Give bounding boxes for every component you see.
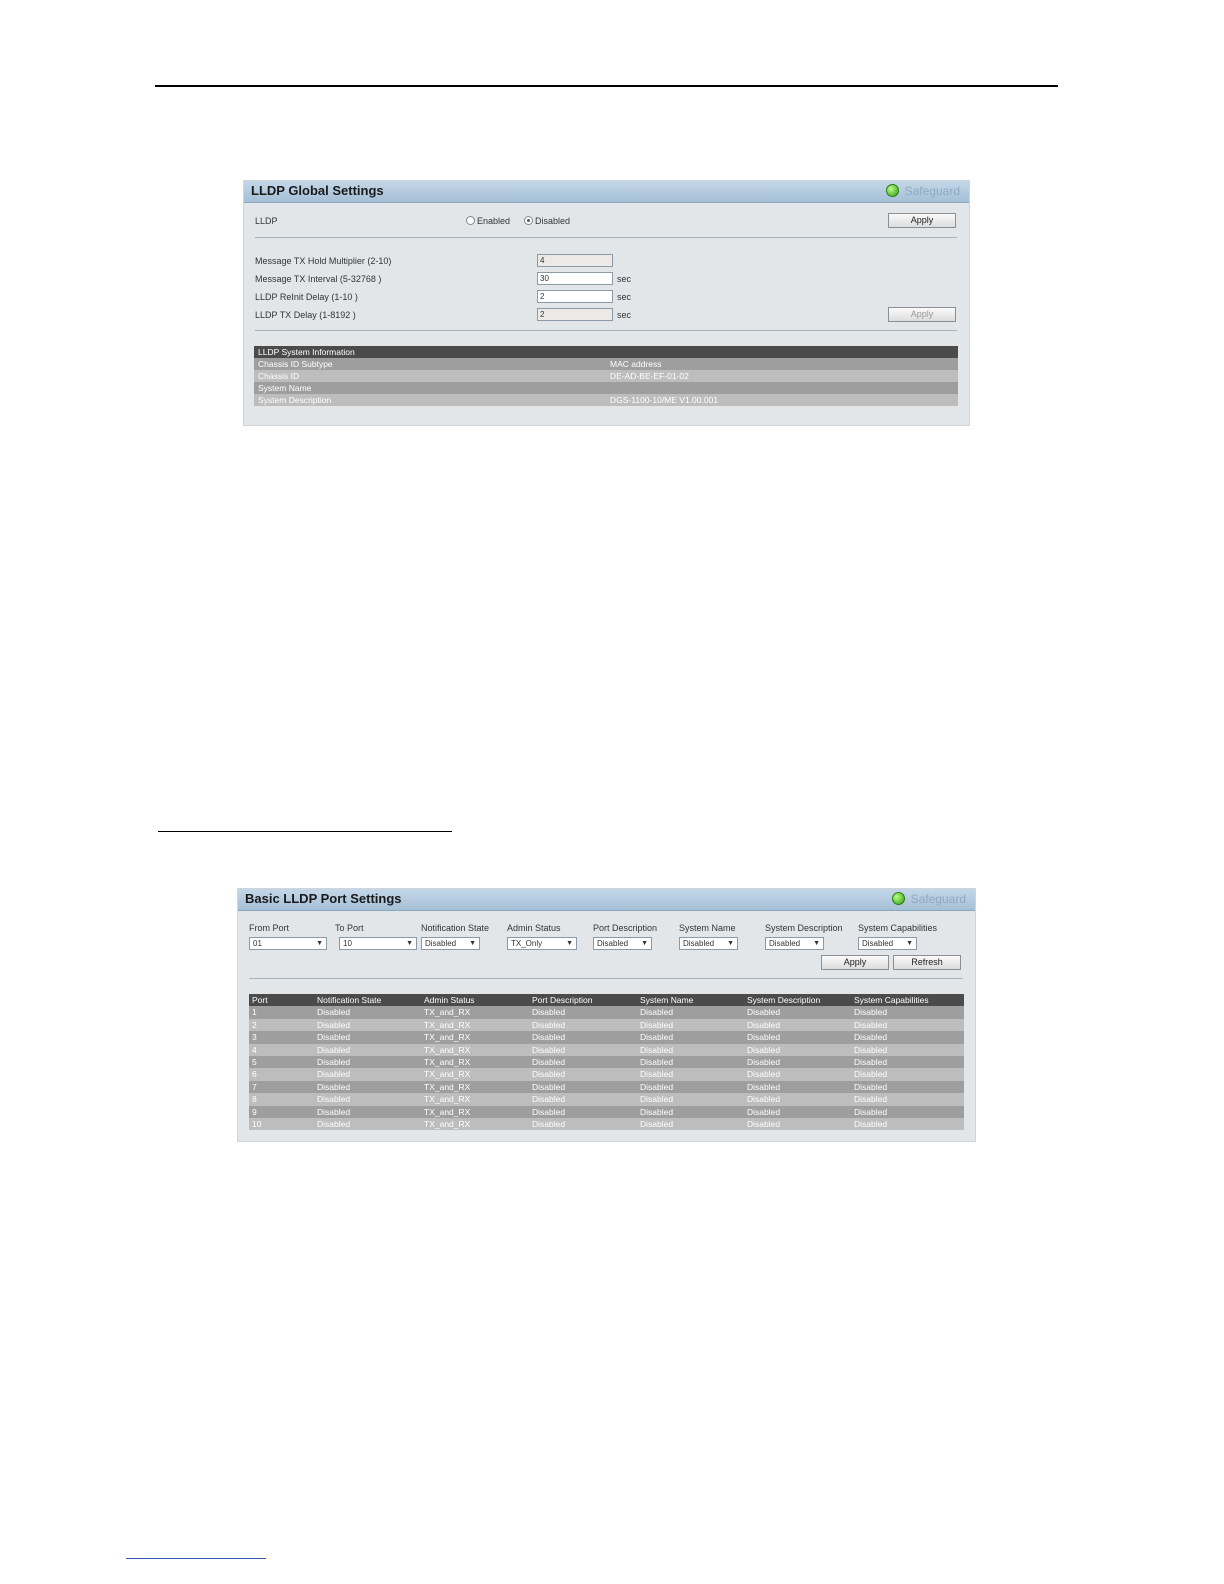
column-header: Notification State [317, 995, 382, 1005]
admin-status-select[interactable] [507, 937, 577, 950]
cell: Disabled [854, 1106, 888, 1117]
select-value: TX_Only [511, 939, 543, 948]
system-description-select[interactable] [765, 937, 824, 950]
lldp-label: LLDP [255, 216, 278, 226]
column-header: Port [252, 995, 268, 1005]
dropdown-arrow-icon: ▼ [727, 940, 734, 947]
cell: Disabled [747, 1069, 781, 1080]
tx-hold-multiplier-label: Message TX Hold Multiplier (2-10) [255, 256, 392, 266]
cell-port: 6 [252, 1069, 257, 1080]
cell: TX_and_RX [424, 1019, 471, 1030]
cell: TX_and_RX [424, 1094, 471, 1105]
table-row [254, 394, 958, 406]
cell: TX_and_RX [424, 1044, 471, 1055]
dropdown-arrow-icon: ▼ [813, 940, 820, 947]
cell: Disabled [532, 1056, 566, 1067]
info-value: DE-AD-BE-EF-01-02 [610, 371, 689, 381]
cell: Disabled [532, 1094, 566, 1105]
safeguard-indicator [892, 892, 966, 906]
system-description-label: System Description [765, 923, 843, 933]
cell-port: 7 [252, 1081, 257, 1092]
divider [255, 330, 957, 331]
cell: Disabled [854, 1044, 888, 1055]
cell: Disabled [640, 1069, 674, 1080]
cell: Disabled [854, 1007, 888, 1018]
dropdown-arrow-icon: ▼ [469, 940, 476, 947]
safeguard-status-icon [886, 184, 899, 197]
cell: Disabled [854, 1056, 888, 1067]
timers-apply-button[interactable]: Apply [888, 307, 956, 322]
cell: Disabled [640, 1019, 674, 1030]
cell: Disabled [532, 1081, 566, 1092]
tx-hold-multiplier-input[interactable]: 4 [537, 254, 613, 267]
select-value: Disabled [769, 939, 801, 948]
reinit-delay-unit: sec [617, 292, 632, 302]
dropdown-arrow-icon: ▼ [316, 940, 323, 947]
table-header [249, 994, 964, 1006]
cell-port: 4 [252, 1044, 257, 1055]
system-name-label: System Name [679, 923, 736, 933]
cell: TX_and_RX [424, 1081, 471, 1092]
cell-port: 5 [252, 1056, 257, 1067]
column-header: Admin Status [424, 995, 475, 1005]
radio-icon [466, 216, 475, 225]
panel-header [238, 889, 975, 911]
cell: Disabled [640, 1094, 674, 1105]
cell: Disabled [854, 1118, 888, 1129]
panel-header [244, 181, 969, 203]
cell: TX_and_RX [424, 1069, 471, 1080]
cell: TX_and_RX [424, 1007, 471, 1018]
lldp-disabled-radio[interactable] [524, 216, 570, 226]
cell: TX_and_RX [424, 1056, 471, 1067]
cell: TX_and_RX [424, 1118, 471, 1129]
cell: Disabled [854, 1019, 888, 1030]
table-header [254, 346, 958, 358]
lldp-global-settings-panel [243, 180, 970, 426]
divider [255, 237, 957, 238]
lldp-enabled-radio[interactable] [466, 216, 510, 226]
table-row [249, 1006, 964, 1018]
column-header: System Description [747, 995, 821, 1005]
to-port-select[interactable] [339, 937, 417, 950]
lldp-system-info-table [254, 346, 958, 406]
table-row [254, 370, 958, 382]
tx-delay-input[interactable]: 2 [537, 308, 613, 321]
table-row [249, 1019, 964, 1031]
table-row [249, 1081, 964, 1093]
info-key: Chassis ID [258, 371, 300, 381]
cell: TX_and_RX [424, 1106, 471, 1117]
table-row [249, 1106, 964, 1118]
cell: Disabled [532, 1069, 566, 1080]
cell: Disabled [747, 1118, 781, 1129]
cell: Disabled [532, 1118, 566, 1129]
basic-lldp-port-settings-panel [237, 888, 976, 1142]
cell: Disabled [854, 1032, 888, 1043]
cell: Disabled [532, 1007, 566, 1018]
cell-port: 8 [252, 1094, 257, 1105]
section-heading-underline [158, 831, 452, 832]
table-row [249, 1031, 964, 1043]
info-key: System Description [258, 395, 332, 405]
panel-title: LLDP Global Settings [251, 183, 384, 198]
reinit-delay-input[interactable]: 2 [537, 290, 613, 303]
from-port-label: From Port [249, 923, 290, 933]
cell-port: 3 [252, 1032, 257, 1043]
cell: Disabled [532, 1032, 566, 1043]
cell: Disabled [854, 1094, 888, 1105]
safeguard-status-icon [892, 892, 905, 905]
port-description-label: Port Description [593, 923, 658, 933]
cell: Disabled [317, 1106, 351, 1117]
select-value: Disabled [425, 939, 457, 948]
table-row [249, 1068, 964, 1080]
radio-label: Enabled [477, 216, 511, 226]
cell: Disabled [747, 1081, 781, 1092]
info-key: Chassis ID Subtype [258, 359, 333, 369]
info-value: MAC address [610, 359, 662, 369]
cell: Disabled [532, 1106, 566, 1117]
column-header: Port Description [532, 995, 593, 1005]
radio-selected-icon [524, 216, 533, 225]
admin-status-label: Admin Status [507, 923, 561, 933]
tx-interval-label: Message TX Interval (5-32768 ) [255, 274, 382, 284]
from-port-select[interactable] [249, 937, 327, 950]
lldp-apply-button[interactable]: Apply [888, 213, 956, 228]
cell: Disabled [640, 1007, 674, 1018]
to-port-label: To Port [335, 923, 364, 933]
cell: Disabled [640, 1056, 674, 1067]
cell: Disabled [317, 1118, 351, 1129]
column-header: System Capabilities [854, 995, 929, 1005]
cell: Disabled [317, 1081, 351, 1092]
cell: Disabled [854, 1081, 888, 1092]
cell: Disabled [640, 1044, 674, 1055]
cell: Disabled [317, 1007, 351, 1018]
cell: Disabled [747, 1032, 781, 1043]
cell: Disabled [747, 1019, 781, 1030]
cell: Disabled [640, 1081, 674, 1092]
cell: Disabled [317, 1044, 351, 1055]
apply-button[interactable]: Apply [821, 955, 889, 970]
cell: Disabled [640, 1032, 674, 1043]
tx-interval-input[interactable]: 30 [537, 272, 613, 285]
cell-port: 10 [252, 1118, 262, 1129]
cell-port: 1 [252, 1007, 257, 1018]
cell: Disabled [747, 1106, 781, 1117]
table-row [249, 1056, 964, 1068]
cell: Disabled [317, 1019, 351, 1030]
table-header-label: LLDP System Information [258, 347, 355, 357]
table-row [254, 358, 958, 370]
select-value: Disabled [597, 939, 629, 948]
cell: Disabled [532, 1019, 566, 1030]
footer-link-underline [126, 1558, 266, 1559]
reinit-delay-label: LLDP ReInit Delay (1-10 ) [255, 292, 358, 302]
select-value: Disabled [683, 939, 715, 948]
select-value: 10 [343, 939, 352, 948]
page-header-rule [155, 85, 1058, 87]
table-row [249, 1093, 964, 1105]
refresh-button[interactable]: Refresh [893, 955, 961, 970]
port-settings-table [249, 994, 964, 1130]
table-row [249, 1118, 964, 1130]
cell: TX_and_RX [424, 1032, 471, 1043]
cell-port: 2 [252, 1019, 257, 1030]
notification-state-select[interactable] [421, 937, 480, 950]
cell: Disabled [317, 1069, 351, 1080]
cell: Disabled [317, 1094, 351, 1105]
system-name-select[interactable] [679, 937, 738, 950]
select-value: Disabled [862, 939, 894, 948]
table-row [249, 1044, 964, 1056]
dropdown-arrow-icon: ▼ [906, 940, 913, 947]
column-header: System Name [640, 995, 694, 1005]
cell: Disabled [854, 1069, 888, 1080]
cell-port: 9 [252, 1106, 257, 1117]
dropdown-arrow-icon: ▼ [641, 940, 648, 947]
cell: Disabled [317, 1056, 351, 1067]
cell: Disabled [747, 1094, 781, 1105]
system-capabilities-select[interactable] [858, 937, 917, 950]
dropdown-arrow-icon: ▼ [406, 940, 413, 947]
cell: Disabled [532, 1044, 566, 1055]
radio-label: Disabled [535, 216, 571, 226]
select-value: 01 [253, 939, 262, 948]
info-key: System Name [258, 383, 312, 393]
table-row [254, 382, 958, 394]
safeguard-label: Safeguard [910, 892, 966, 906]
cell: Disabled [640, 1106, 674, 1117]
tx-interval-unit: sec [617, 274, 632, 284]
panel-title: Basic LLDP Port Settings [245, 891, 402, 906]
info-value: DGS-1100-10/ME V1.00.001 [610, 395, 719, 405]
tx-delay-label: LLDP TX Delay (1-8192 ) [255, 310, 356, 320]
cell: Disabled [640, 1118, 674, 1129]
safeguard-indicator [886, 184, 960, 198]
cell: Disabled [317, 1032, 351, 1043]
dropdown-arrow-icon: ▼ [566, 940, 573, 947]
port-description-select[interactable] [593, 937, 652, 950]
cell: Disabled [747, 1056, 781, 1067]
cell: Disabled [747, 1007, 781, 1018]
safeguard-label: Safeguard [904, 184, 960, 198]
tx-delay-unit: sec [617, 310, 632, 320]
divider [249, 978, 963, 979]
notification-state-label: Notification State [421, 923, 490, 933]
cell: Disabled [747, 1044, 781, 1055]
system-capabilities-label: System Capabilities [858, 923, 938, 933]
